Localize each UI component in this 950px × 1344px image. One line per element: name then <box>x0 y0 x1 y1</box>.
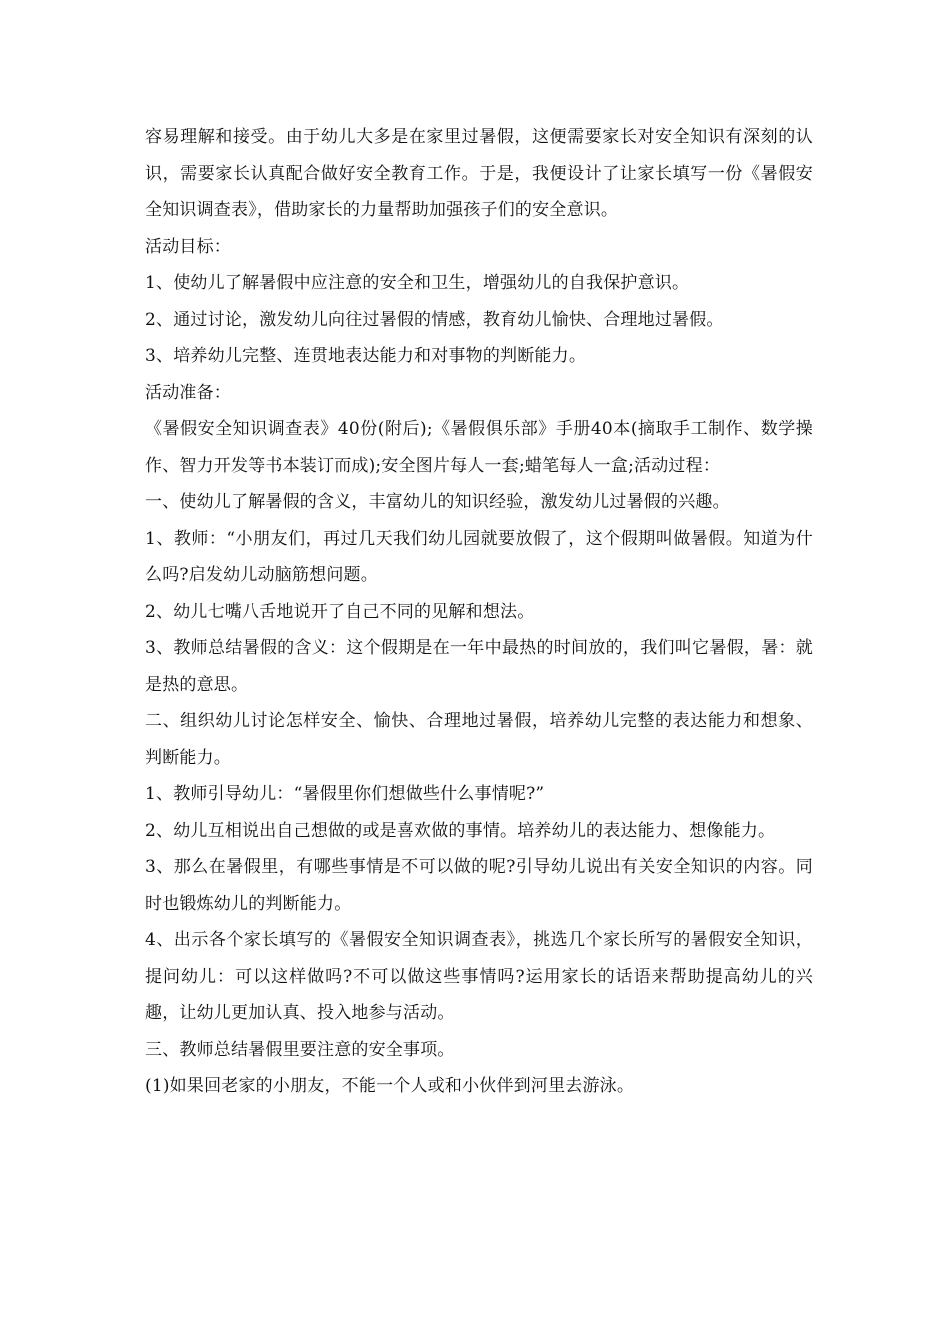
section-heading-goals: 活动目标： <box>145 236 231 257</box>
goal-item-1: 1、使幼儿了解暑假中应注意的安全和卫生，增强幼儿的自我保护意识。 <box>145 273 690 293</box>
document-body <box>145 119 813 1105</box>
step-2-heading: 二、组织幼儿讨论怎样安全、愉快、合理地过暑假，培养幼儿完整的表达能力和想象、判断能力。 <box>145 711 813 768</box>
step-2-item-2: 2、幼儿互相说出自己想做的或是喜欢做的事情。培养幼儿的表达能力、想像能力。 <box>145 820 776 841</box>
step-3-item-1: (1)如果回老家的小朋友，不能一个人或和小伙伴到河里去游泳。 <box>145 1076 635 1096</box>
step-1-heading: 一、使幼儿了解暑假的含义，丰富幼儿的知识经验，激发幼儿过暑假的兴趣。 <box>145 492 730 512</box>
step-1-item-3: 3、教师总结暑假的含义：这个假期是在一年中最热的时间放的，我们叫它暑假，暑：就是热的意思。 <box>145 638 813 695</box>
step-1-item-2: 2、幼儿七嘴八舌地说开了自己不同的见解和想法。 <box>145 601 535 622</box>
step-2-item-4: 4、出示各个家长填写的《暑假安全知识调查表》，挑选几个家长所写的暑假安全知识，提问幼儿：可以这样做吗?不可以做这些事情吗?运用家长的话语来帮助提高幼儿的兴趣，让幼儿更加认真、投入地参与活动。 <box>145 930 813 1023</box>
step-2-item-1: 1、教师引导幼儿：“暑假里你们想做些什么事情呢?” <box>145 784 545 804</box>
preparation-paragraph: 《暑假安全知识调查表》40份(附后);《暑假俱乐部》手册40本(摘取手工制作、数学操作、智力开发等书本装订而成);安全图片每人一套;蜡笔每人一盒;活动过程： <box>145 419 813 476</box>
goal-item-2: 2、通过讨论，激发幼儿向往过暑假的情感，教育幼儿愉快、合理地过暑假。 <box>145 309 724 330</box>
goal-item-3: 3、培养幼儿完整、连贯地表达能力和对事物的判断能力。 <box>145 346 587 366</box>
step-1-item-1: 1、教师：“小朋友们，再过几天我们幼儿园就要放假了，这个假期叫做暑假。知道为什么吗?启发幼儿动脑筋想问题。 <box>145 528 813 585</box>
step-3-heading: 三、教师总结暑假里要注意的安全事项。 <box>145 1039 455 1060</box>
intro-paragraph: 容易理解和接受。由于幼儿大多是在家里过暑假，这便需要家长对安全知识有深刻的认识，需要家长认真配合做好安全教育工作。于是，我便设计了让家长填写一份《暑假安全知识调查表》，借助家长的力量帮助加强孩子们的安全意识。 <box>145 127 813 220</box>
step-2-item-3: 3、那么在暑假里，有哪些事情是不可以做的呢?引导幼儿说出有关安全知识的内容。同时也锻炼幼儿的判断能力。 <box>145 857 813 914</box>
section-heading-preparation: 活动准备： <box>145 382 231 403</box>
